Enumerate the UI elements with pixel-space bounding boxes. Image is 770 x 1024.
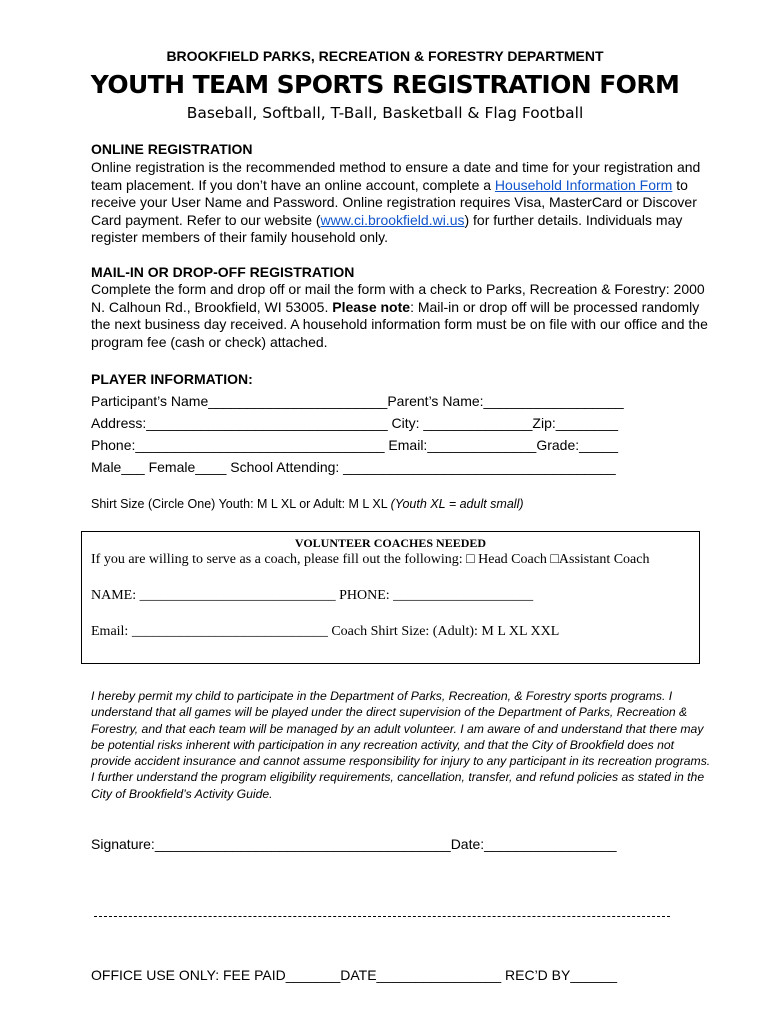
mail-in-text: Complete the form and drop off or mail the form with a check to Parks, Recreation & Forestry: 2000 N. Calhoun Rd., Brookfield, WI 53005. Please note: Mail-in or drop off will be processed randomly the next business day received. A household information form must be on file with our office and the program fee (cash or check) attached.: [91, 281, 708, 350]
player-info-heading: PLAYER INFORMATION:: [91, 371, 253, 387]
office-divider: [94, 916, 670, 917]
form-title: YOUTH TEAM SPORTS REGISTRATION FORM: [90, 70, 680, 99]
form-subtitle: Baseball, Softball, T-Ball, Basketball & Flag Football: [186, 104, 584, 122]
website-link[interactable]: www.ci.brookfield.wi.us: [320, 211, 465, 228]
please-note-label: Please note: [332, 298, 411, 315]
online-registration-text: Online registration is the recommended method to ensure a date and time for your registration and team placement. If you don’t have an online account, complete a Household Information Form to receive your User Name and Password. Online registration requires Visa, MasterCard or Discover Card payment. Refer to our website (www.ci.brookfield.wi.us) for further details. Individuals may register members of their family household only.: [91, 159, 701, 246]
signature-date-line[interactable]: Signature:______________________________________Date:_________________: [91, 836, 617, 852]
shirt-size-note: (Youth XL = adult small): [390, 497, 524, 511]
gender-school-line[interactable]: Male___ Female____ School Attending: ___________________________________: [91, 459, 616, 475]
coach-email-shirt-line[interactable]: Email: ____________________________ Coach Shirt Size: (Adult): M L XL XXL: [91, 624, 560, 639]
coach-name-phone-line[interactable]: NAME: ____________________________ PHONE: ____________________: [91, 588, 534, 603]
household-form-link[interactable]: Household Information Form: [494, 176, 673, 193]
office-use-line: OFFICE USE ONLY: FEE PAID_______DATE________________ REC’D BY______: [91, 967, 618, 983]
address-city-zip-line[interactable]: Address:_______________________________ City: ______________Zip:________: [91, 415, 619, 431]
shirt-size-line[interactable]: Shirt Size (Circle One) Youth: M L XL or Adult: M L XL (Youth XL = adult small): [91, 497, 524, 511]
waiver-text: I hereby permit my child to participate in the Department of Parks, Recreation, & Forestry sports programs. I understand that all games will be played under the direct supervision of the Department of Parks, Recreation & Forestry, and that each team will be managed by an adult volunteer. I am aware of and understand that there may be potential risks inherent with participation in any recreation activity, and that the City of Brookfield does not provide accident insurance and cannot assume responsibility for injury to any participant in its recreation programs. I further understand the program eligibility requirements, cancellation, transfer, and refund policies as stated in the City of Brookfield’s Activity Guide.: [91, 689, 711, 801]
participant-parent-name-line[interactable]: Participant’s Name_______________________Parent’s Name:__________________: [91, 393, 624, 409]
phone-email-grade-line[interactable]: Phone:________________________________ Email:______________Grade:_____: [91, 437, 619, 453]
mail-in-heading: MAIL-IN OR DROP-OFF REGISTRATION: [91, 264, 355, 280]
volunteer-intro[interactable]: If you are willing to serve as a coach, please fill out the following: □ Head Coach □Assistant Coach: [91, 552, 650, 567]
department-name: BROOKFIELD PARKS, RECREATION & FORESTRY DEPARTMENT: [166, 48, 604, 64]
online-registration-heading: ONLINE REGISTRATION: [91, 141, 253, 157]
volunteer-heading: VOLUNTEER COACHES NEEDED: [294, 536, 487, 550]
